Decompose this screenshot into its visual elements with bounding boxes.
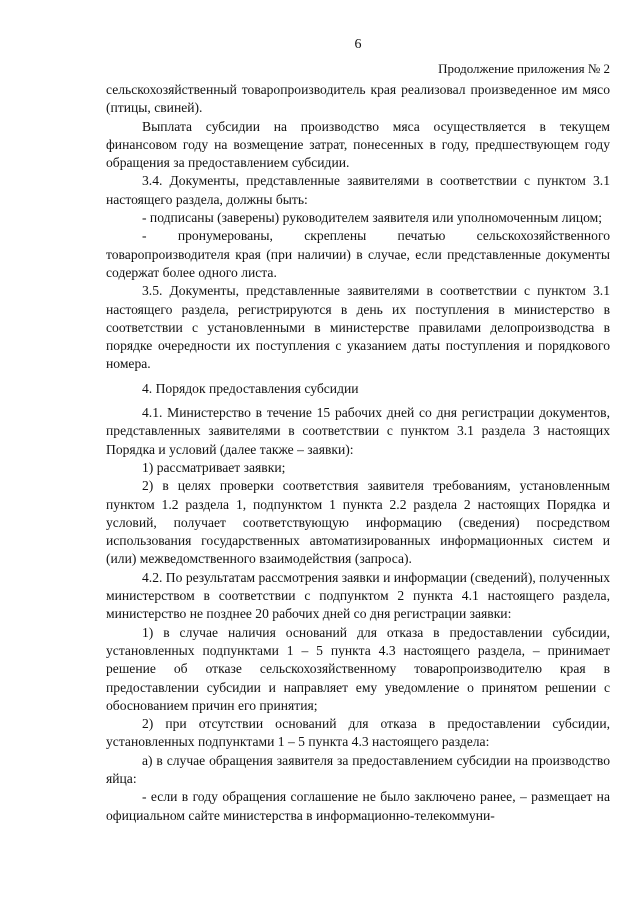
paragraph: сельскохозяйственный товаропроизводитель края реализовал произведенное им мясо (птицы, свиней).	[106, 82, 610, 116]
paragraph: Выплата субсидии на производство мяса осуществляется в текущем финансовом году на возмещение затрат, понесенных в году, предшествующем году обращения за предоставлением субсидии.	[106, 118, 610, 171]
paragraph: 2) в целях проверки соответствия заявителя требованиям, установленным пунктом 1.2 раздела 1, подпунктом 1 пункта 2.2 раздела 2 настоящих Порядка и условий, получает соответствующую информацию (сведения) посредством использования государственных автоматизированных информационных систем и (или) межведомственного взаимодействия (запроса).	[106, 478, 610, 567]
paragraph: - пронумерованы, скреплены печатью сельскохозяйственного товаропроизводителя края (при наличии) в случае, если представленные документы содержат более одного листа.	[106, 228, 610, 280]
paragraph: 3.5. Документы, представленные заявителями в соответствии с пунктом 3.1 настоящего раздела, регистрируются в день их поступления в министерство в соответствии с установленными в министерстве правилами делопроизводства в порядке очередности их поступления с указанием даты поступления и порядкового номера.	[106, 283, 610, 372]
section-heading: 4. Порядок предоставления субсидии	[142, 380, 359, 396]
paragraph: а) в случае обращения заявителя за предоставлением субсидии на производство яйца:	[106, 752, 610, 786]
paragraph: 2) при отсутствии оснований для отказа в предоставлении субсидии, установленных подпунктами 1 – 5 пункта 4.3 настоящего раздела:	[106, 716, 610, 750]
paragraph: - подписаны (заверены) руководителем заявителя или уполномоченным лицом;	[142, 210, 603, 226]
page-number: 6	[354, 37, 362, 52]
paragraph: 1) рассматривает заявки;	[142, 459, 286, 475]
document-page	[106, 30, 610, 825]
paragraph: 4.1. Министерство в течение 15 рабочих дней со дня регистрации документов, представленных заявителями в соответствии с пунктом 3.1 раздела 3 настоящих Порядка и условий (далее также – заявки):	[106, 405, 610, 457]
paragraph: 4.2. По результатам рассмотрения заявки и информации (сведений), полученных министерством в соответствии с подпунктом 2 пункта 4.1 настоящего раздела, министерство не позднее 20 рабочих дней со дня регистрации заявки:	[106, 569, 610, 622]
body-text-before-section	[106, 81, 610, 374]
body-text-after-section	[106, 404, 610, 825]
paragraph: 3.4. Документы, представленные заявителями в соответствии с пунктом 3.1 настоящего раздела, должны быть:	[106, 173, 610, 207]
appendix-continuation-label: Продолжение приложения № 2	[438, 61, 610, 76]
paragraph: - если в году обращения соглашение не было заключено ранее, – размещает на официальном сайте министерства в информационно-телекоммуни-	[106, 789, 610, 823]
paragraph: 1) в случае наличия оснований для отказа в предоставлении субсидии, установленных подпунктами 1 – 5 пункта 4.3 настоящего раздела, – принимает решение об отказе сельскохозяйственному товаропроизводителю края в предоставлении субсидии и направляет ему уведомление о принятом решении с обоснованием причин его принятия;	[106, 624, 610, 713]
